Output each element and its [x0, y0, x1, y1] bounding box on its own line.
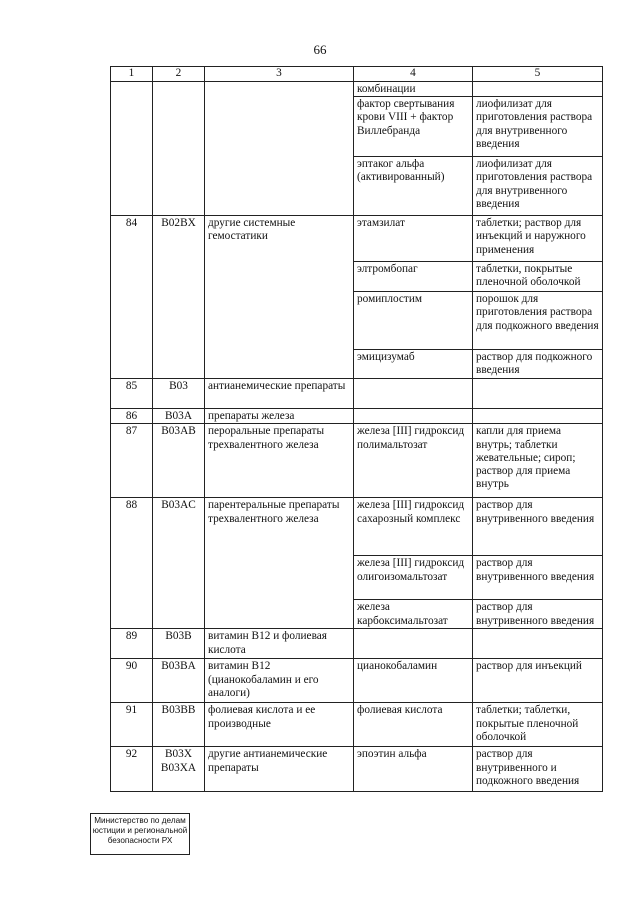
column-header: 5	[473, 67, 603, 82]
atc-code-line: B03X	[165, 748, 192, 761]
dosage-form: лиофилизат для приготовления раствора для внутривенного введения	[473, 157, 603, 216]
dosage-form: порошок для приготовления раствора для подкожного введения	[473, 292, 603, 350]
table-header-row	[111, 67, 603, 82]
table-row	[111, 747, 603, 792]
row-number: 87	[111, 424, 153, 498]
group-name: другие антианемические препараты	[205, 747, 354, 792]
dosage-form: раствор для инъекций	[473, 659, 603, 703]
registration-stamp: Министерство по делам юстиции и региональной безопасности РХ	[90, 813, 190, 855]
row-number: 92	[111, 747, 153, 792]
drug-name: железа карбоксимальтозат	[354, 600, 473, 629]
table-row	[111, 409, 603, 424]
dosage-form: лиофилизат для приготовления раствора для внутривенного введения	[473, 97, 603, 157]
dosage-form: капли для приема внутрь; таблетки жевательные; сироп; раствор для приема внутрь	[473, 424, 603, 498]
table-row	[111, 216, 603, 262]
table-row	[111, 498, 603, 556]
dosage-form: раствор для внутривенного введения	[473, 600, 603, 629]
atc-code: B03BA	[153, 659, 205, 703]
group-name: парентеральные препараты трехвалентного железа	[205, 498, 354, 629]
atc-code: B03AB	[153, 424, 205, 498]
drug-name: эмицизумаб	[354, 350, 473, 379]
atc-code	[153, 747, 205, 792]
column-header: 3	[205, 67, 354, 82]
group-name: фолиевая кислота и ее производные	[205, 703, 354, 747]
dosage-form: таблетки; раствор для инъекций и наружного применения	[473, 216, 603, 262]
group-name: другие системные гемостатики	[205, 216, 354, 379]
group-name: витамин B12 (цианокобаламин и его аналоги)	[205, 659, 354, 703]
atc-code: B03A	[153, 409, 205, 424]
drug-name: фолиевая кислота	[354, 703, 473, 747]
atc-code-line: B03XA	[160, 761, 197, 774]
group-name: пероральные препараты трехвалентного железа	[205, 424, 354, 498]
drug-name: эпоэтин альфа	[354, 747, 473, 792]
dosage-form: раствор для внутривенного введения	[473, 498, 603, 556]
dosage-form: раствор для внутривенного и подкожного введения	[473, 747, 603, 792]
row-number: 86	[111, 409, 153, 424]
dosage-form: таблетки; таблетки, покрытые пленочной оболочкой	[473, 703, 603, 747]
drug-name: железа [III] гидроксид олигоизомальтозат	[354, 556, 473, 600]
row-number: 84	[111, 216, 153, 379]
drug-name: эптаког альфа (активированный)	[354, 157, 473, 216]
atc-code: B02BX	[153, 216, 205, 379]
row-number: 89	[111, 629, 153, 659]
table-row	[111, 379, 603, 409]
atc-code: B03BB	[153, 703, 205, 747]
dosage-form: раствор для подкожного введения	[473, 350, 603, 379]
drug-name: цианокобаламин	[354, 659, 473, 703]
page-number: 66	[313, 42, 327, 57]
column-header: 2	[153, 67, 205, 82]
table-row	[111, 659, 603, 703]
row-number: 91	[111, 703, 153, 747]
column-header: 4	[354, 67, 473, 82]
drug-name: железа [III] гидроксид полимальтозат	[354, 424, 473, 498]
group-name: витамин B12 и фолиевая кислота	[205, 629, 354, 659]
drug-table	[110, 66, 603, 792]
group-name: антианемические препараты	[205, 379, 354, 409]
atc-code: B03	[153, 379, 205, 409]
row-number: 88	[111, 498, 153, 629]
drug-name: ромиплостим	[354, 292, 473, 350]
drug-name: фактор свертывания крови VIII + фактор Виллебранда	[354, 97, 473, 157]
table-row	[111, 424, 603, 498]
column-header: 1	[111, 67, 153, 82]
atc-code: B03B	[153, 629, 205, 659]
table-row	[111, 703, 603, 747]
drug-name: комбинации	[354, 82, 473, 97]
group-name: препараты железа	[205, 409, 354, 424]
drug-name: железа [III] гидроксид сахарозный комплекс	[354, 498, 473, 556]
row-number: 90	[111, 659, 153, 703]
drug-name: элтромбопаг	[354, 262, 473, 292]
dosage-form: таблетки, покрытые пленочной оболочкой	[473, 262, 603, 292]
table-row	[111, 82, 603, 97]
dosage-form: раствор для внутривенного введения	[473, 556, 603, 600]
table-row	[111, 629, 603, 659]
drug-name: этамзилат	[354, 216, 473, 262]
row-number: 85	[111, 379, 153, 409]
atc-code: B03AC	[153, 498, 205, 629]
